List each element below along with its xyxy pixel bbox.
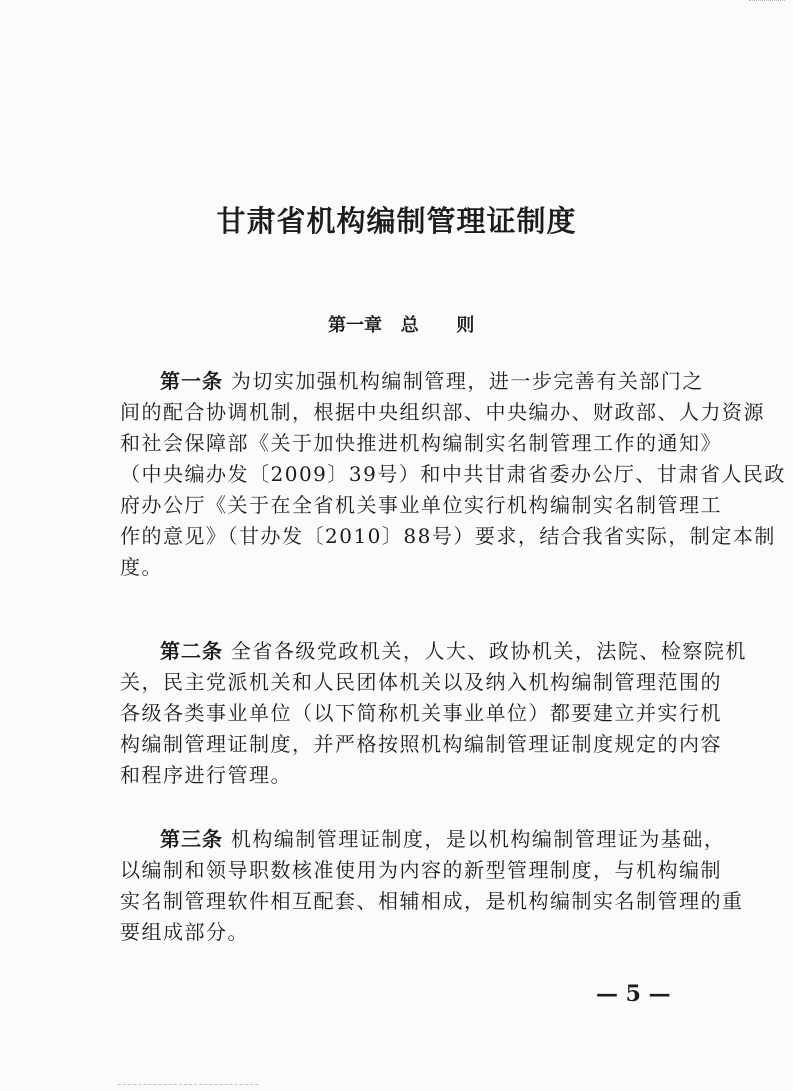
- article-text: 为切实加强机构编制管理，进一步完善有关部门之: [223, 369, 704, 393]
- article-line: 度。: [120, 555, 163, 579]
- article-1: [120, 366, 786, 583]
- scan-artifact-bottom: [118, 1084, 258, 1089]
- article-label: 第一条: [160, 369, 223, 393]
- article-line: 间的配合协调机制，根据中央组织部、中央编办、财政部、人力资源: [120, 400, 765, 424]
- article-line: 作的意见》（甘办发〔2010〕88号）要求，结合我省实际，制定本制: [120, 524, 776, 548]
- article-line: 构编制管理证制度，并严格按照机构编制管理证制度规定的内容: [120, 732, 722, 756]
- article-label: 第二条: [160, 639, 223, 663]
- page-number: — 5 —: [596, 981, 671, 1007]
- article-text: 机构编制管理证制度，是以机构编制管理证为基础，: [223, 827, 726, 851]
- article-line: 各级各类事业单位（以下简称机关事业单位）都要建立并实行机: [120, 701, 722, 725]
- article-line: 要组成部分。: [120, 920, 249, 944]
- article-line: 关，民主党派机关和人民团体机关以及纳入机构编制管理范围的: [120, 670, 722, 694]
- article-line: 实名制管理软件相互配套、相辅相成，是机构编制实名制管理的重: [120, 889, 744, 913]
- article-label: 第三条: [160, 827, 223, 851]
- chapter-heading: 第一章 总 则: [328, 315, 475, 336]
- article-3: [120, 824, 744, 948]
- scan-artifact-top: [749, 0, 785, 4]
- article-line: [120, 636, 747, 667]
- article-line: [120, 366, 704, 397]
- article-2: [120, 636, 747, 791]
- article-text: 全省各级党政机关，人大、政协机关，法院、检察院机: [223, 639, 747, 663]
- article-line: 以编制和领导职数核准使用为内容的新型管理制度，与机构编制: [120, 858, 722, 882]
- article-line: 府办公厅《关于在全省机关事业单位实行机构编制实名制管理工: [120, 493, 722, 517]
- article-line: （中央编办发〔2009〕39号）和中共甘肃省委办公厅、甘肃省人民政: [120, 462, 786, 486]
- article-line: 和程序进行管理。: [120, 763, 292, 787]
- document-title: 甘肃省机构编制管理证制度: [216, 204, 577, 238]
- article-line: [120, 824, 726, 855]
- article-line: 和社会保障部《关于加快推进机构编制实名制管理工作的通知》: [120, 431, 722, 455]
